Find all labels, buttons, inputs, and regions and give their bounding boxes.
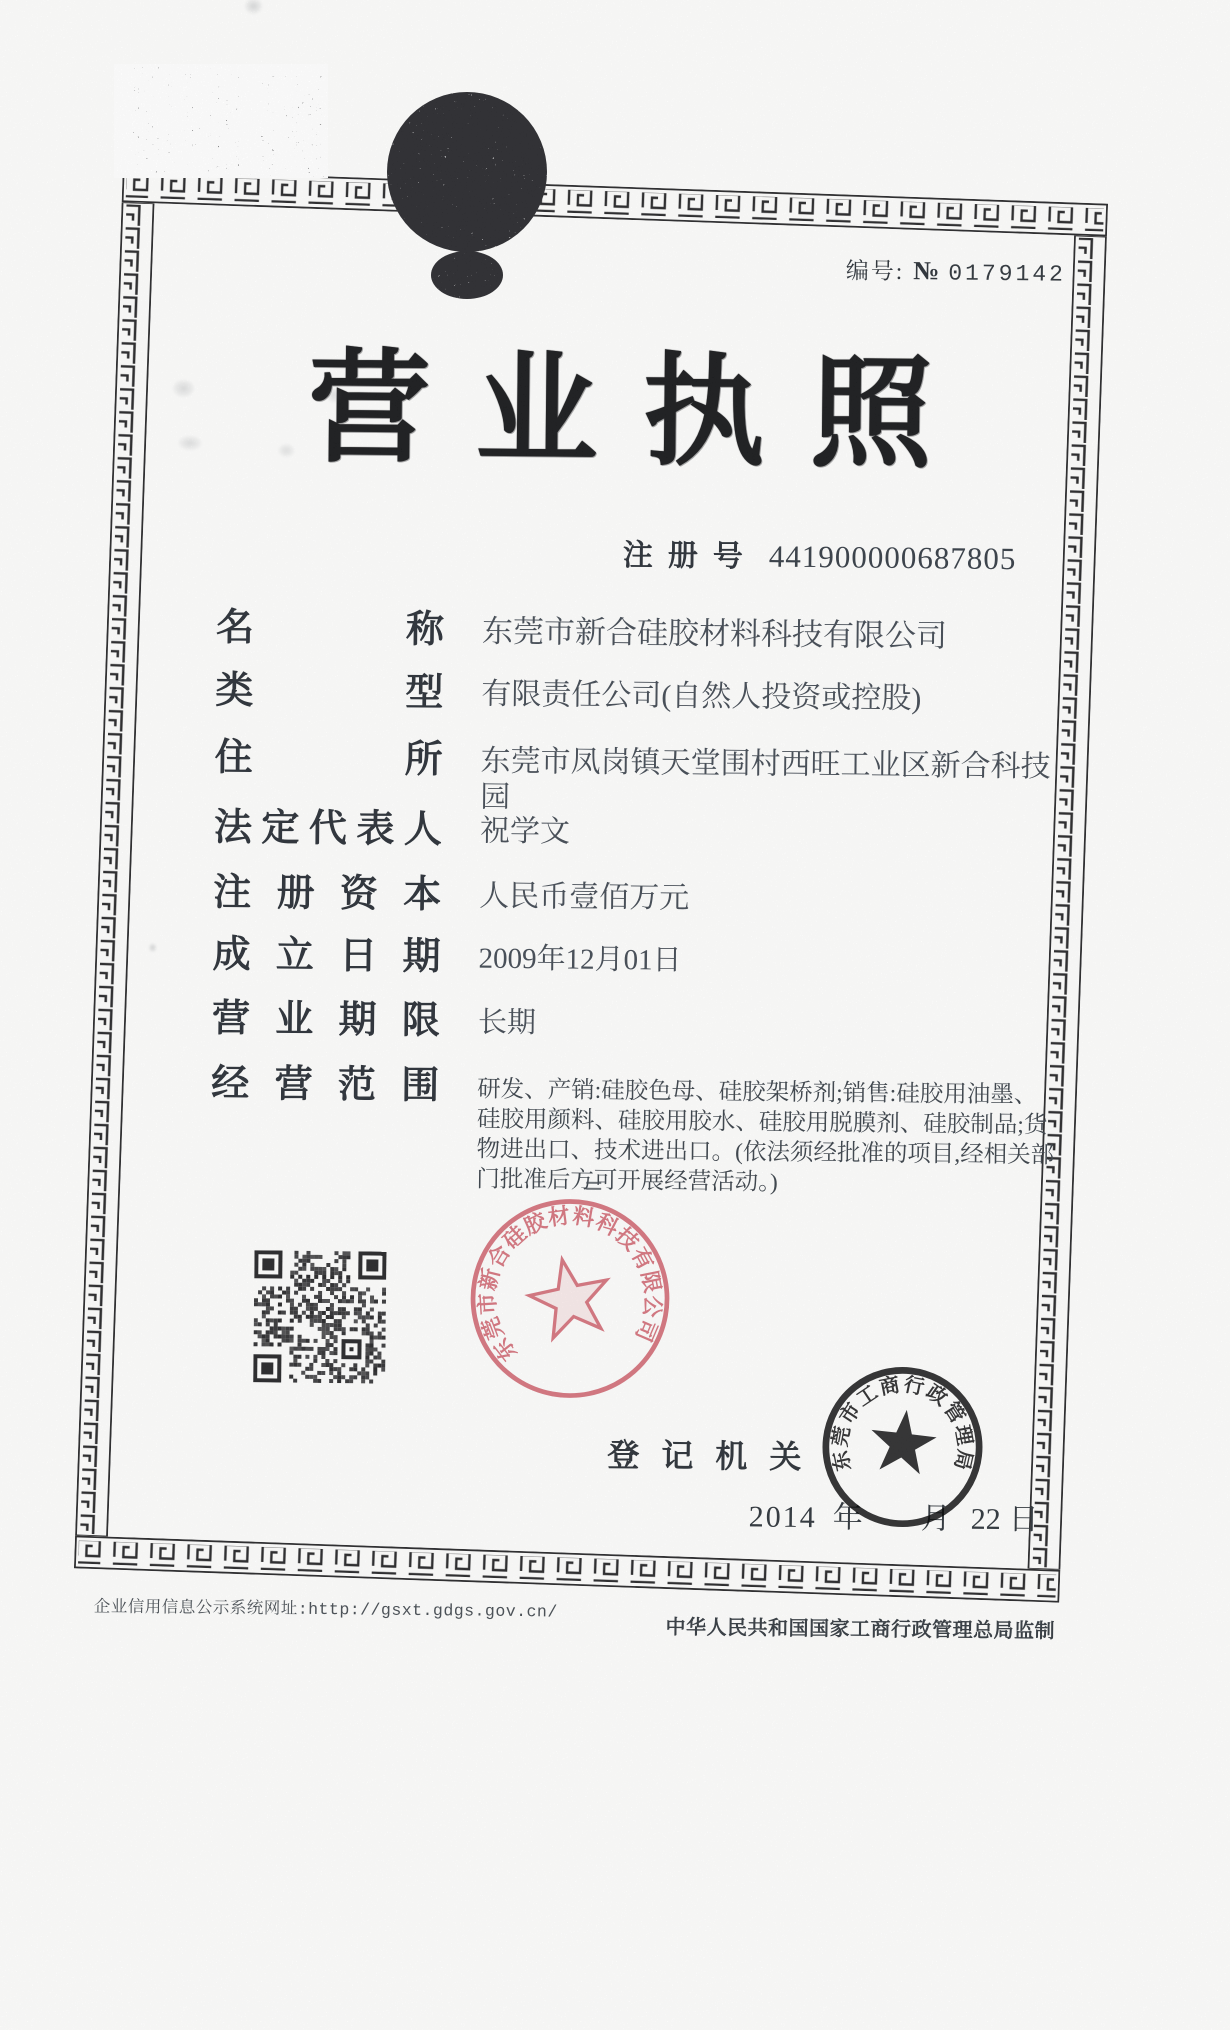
field-row-name	[216, 606, 1062, 659]
numero-sign: №	[913, 256, 940, 286]
registration-number-value: 441900000687805	[768, 538, 1017, 577]
field-label: 注册资本	[213, 871, 442, 917]
month-unit: 月	[920, 1502, 951, 1536]
issue-year: 2014	[748, 1500, 817, 1535]
scan-smudge	[178, 435, 202, 450]
field-row-establish-date	[212, 933, 1058, 986]
footer-public-info-url: 企业信用信息公示系统网址:http://gsxt.gdgs.gov.cn/	[93, 1597, 558, 1622]
field-value: 长期	[477, 1006, 537, 1040]
registration-number-row	[623, 530, 1017, 578]
field-value: 2009年12月01日	[478, 942, 682, 977]
scan-smudge	[278, 443, 295, 457]
field-value: 人民币壹佰万元	[479, 879, 690, 915]
company-seal-text: 东莞市新合硅胶材料科技有限公司	[475, 1203, 666, 1366]
scan-smudge	[326, 387, 341, 403]
field-label: 住所	[214, 736, 443, 782]
company-seal	[437, 1163, 704, 1433]
field-value: 研发、产销:硅胶色母、硅胶架桥剂;销售:硅胶用油墨、硅胶用颜料、硅胶用胶水、硅胶用脱膜剂、硅胶制品;货物进出口、技术进出口。(依法须经批准的项目,经相关部门批准后方可开展经营活动。)	[476, 1076, 1055, 1196]
field-label: 法定代表人	[213, 806, 443, 852]
field-value: 东莞市凤岗镇天堂围村西旺工业区新合科技园	[480, 744, 1051, 814]
scan-smudge	[172, 379, 194, 397]
serial-row	[846, 252, 1066, 287]
title-char-3: 执	[642, 345, 766, 482]
field-label: 类型	[215, 669, 444, 715]
serial-prefix-label: 编号:	[845, 258, 905, 284]
scan-smudge	[244, 0, 262, 14]
serial-number: 0179142	[948, 260, 1067, 288]
seal-star-icon	[867, 1406, 939, 1475]
license-title	[307, 341, 933, 484]
year-unit: 年	[832, 1501, 863, 1535]
field-label: 营业期限	[211, 997, 441, 1043]
field-label: 成立日期	[212, 933, 441, 979]
authority-seal-text: 东莞市工商行政管理局	[829, 1373, 976, 1474]
field-row-legal-representative	[214, 806, 1060, 859]
title-char-2: 业	[474, 343, 599, 480]
seal-star-icon	[524, 1252, 616, 1341]
title-char-4: 照	[809, 347, 933, 484]
footer-issuing-authority: 中华人民共和国国家工商行政管理总局监制	[665, 1616, 1056, 1643]
field-value: 祝学文	[479, 814, 571, 849]
field-label: 名称	[215, 606, 445, 652]
field-value: 东莞市新合硅胶材料科技有限公司	[481, 613, 948, 654]
qr-code	[253, 1250, 386, 1383]
registry-authority-label: 登记机关	[607, 1436, 824, 1476]
title-char-1: 营	[307, 341, 432, 479]
issue-day: 22	[970, 1502, 1001, 1537]
field-row-registered-capital	[213, 871, 1059, 924]
field-label: 经营范围	[211, 1062, 440, 1108]
day-unit: 日	[1008, 1503, 1039, 1537]
field-row-business-term	[212, 997, 1058, 1050]
authority-seal	[801, 1341, 1004, 1553]
field-value: 有限责任公司(自然人投资或控股)	[481, 677, 922, 716]
registration-number-label: 注册号	[622, 539, 743, 574]
scan-smudge	[149, 943, 157, 952]
field-row-type	[215, 669, 1061, 722]
